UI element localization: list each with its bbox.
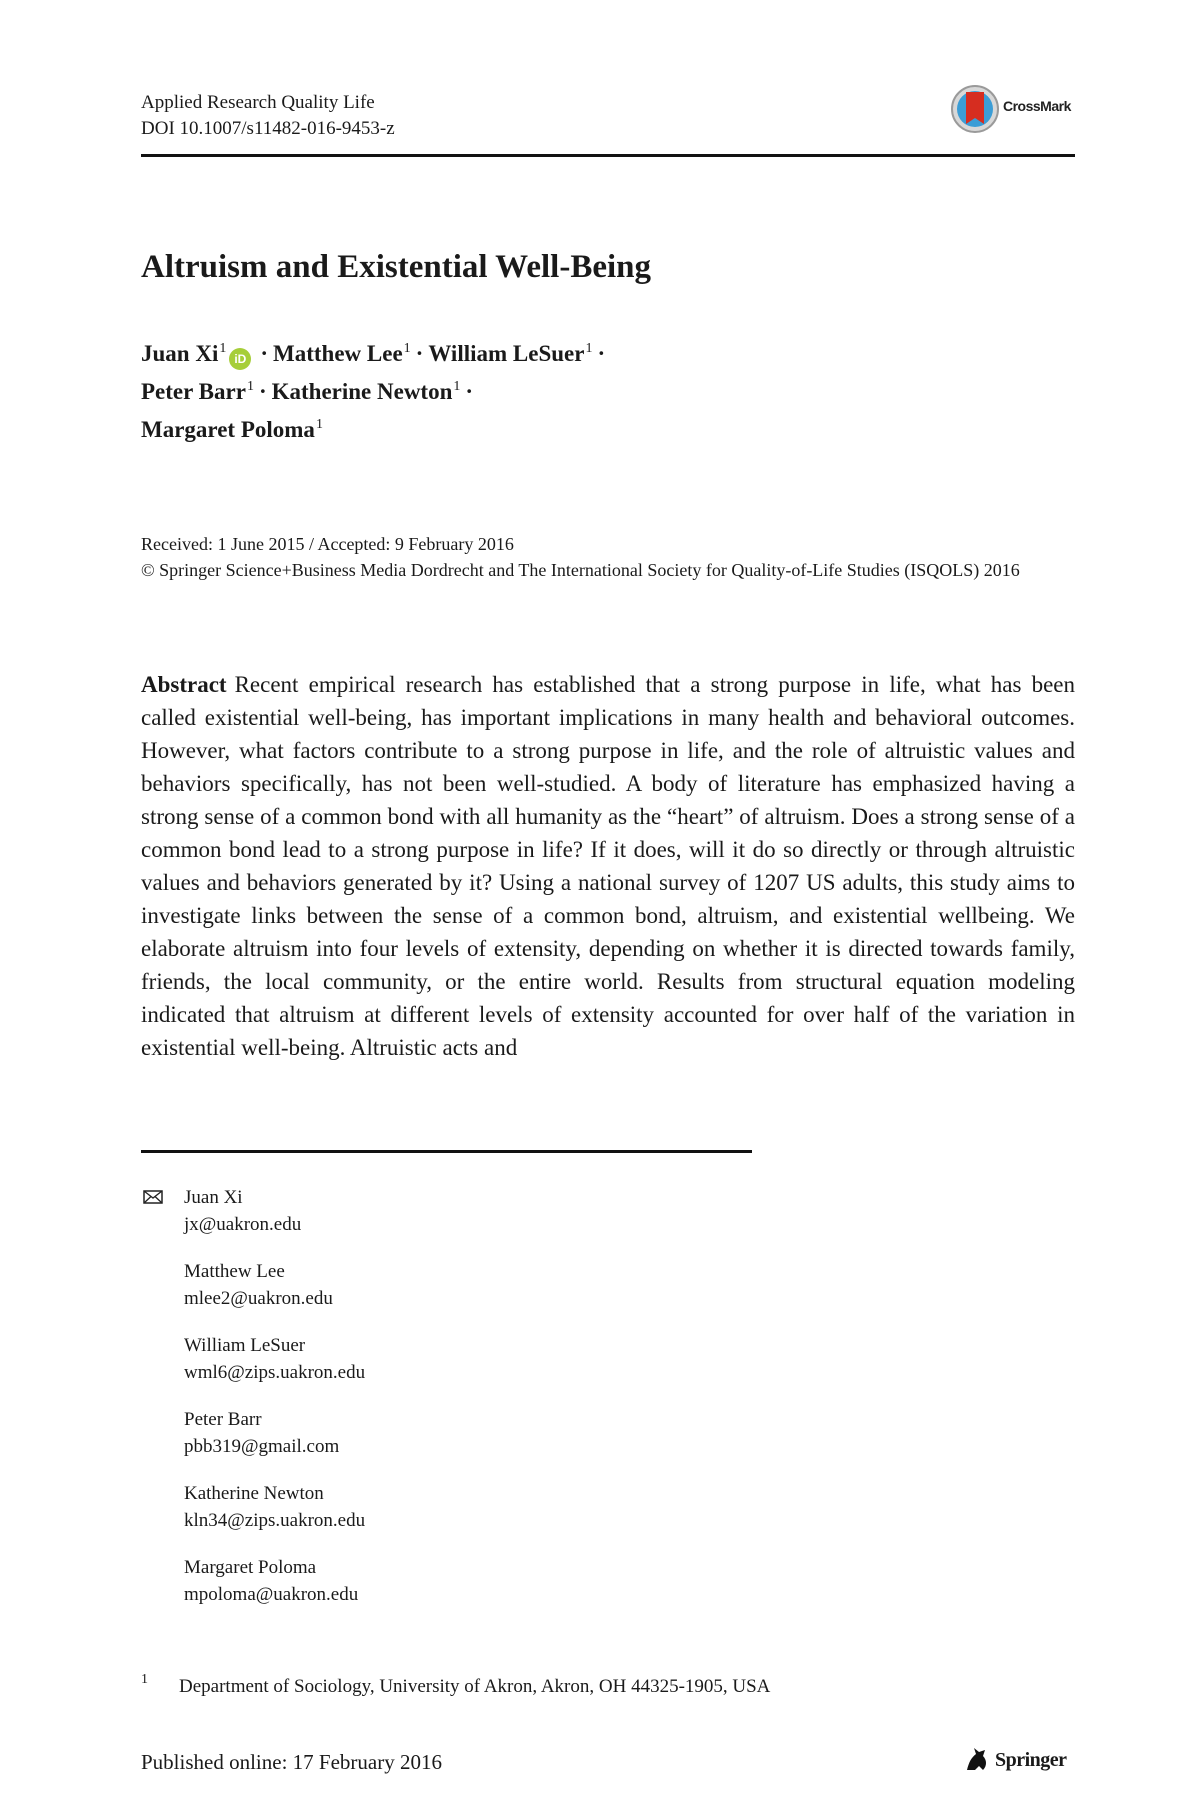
author-name[interactable]: Juan Xi xyxy=(141,341,219,366)
author-separator: · xyxy=(597,341,606,366)
contact-email[interactable]: kln34@zips.uakron.edu xyxy=(184,1510,366,1531)
paper-title: Altruism and Existential Well-Being xyxy=(141,249,652,285)
doi[interactable]: DOI 10.1007/s11482-016-9453-z xyxy=(141,118,395,139)
author-name[interactable]: Margaret Poloma xyxy=(141,417,315,442)
author-affiliation-mark: 1 xyxy=(585,341,593,356)
author-affiliation-mark: 1 xyxy=(219,341,227,356)
author-separator: · xyxy=(465,379,474,404)
crossmark-label: CrossMark xyxy=(1003,98,1071,114)
author-affiliation-mark: 1 xyxy=(315,417,323,432)
springer-horse-icon xyxy=(963,1744,991,1774)
orcid-icon[interactable]: iD xyxy=(229,348,251,370)
contact-name: Juan Xi xyxy=(184,1187,243,1208)
contact-email[interactable]: mpoloma@uakron.edu xyxy=(184,1584,359,1605)
crossmark-badge[interactable] xyxy=(950,84,1074,134)
springer-wordmark: Springer xyxy=(995,1749,1067,1771)
author-separator: · xyxy=(258,379,267,404)
author-name[interactable]: Matthew Lee xyxy=(273,341,403,366)
contact-email[interactable]: mlee2@uakron.edu xyxy=(184,1288,333,1309)
journal-name: Applied Research Quality Life xyxy=(141,92,375,113)
contact-name: Matthew Lee xyxy=(184,1261,285,1282)
author-name[interactable]: Katherine Newton xyxy=(271,379,453,404)
received-accepted-dates: Received: 1 June 2015 / Accepted: 9 February 2016 xyxy=(141,534,514,554)
author-separator: · xyxy=(415,341,424,366)
author-list xyxy=(141,332,1041,446)
published-date: Published online: 17 February 2016 xyxy=(141,1750,442,1774)
author-affiliation-mark: 1 xyxy=(453,379,461,394)
springer-logo[interactable] xyxy=(963,1744,1083,1778)
envelope-icon xyxy=(143,1190,163,1204)
affiliation-number: 1 xyxy=(141,1672,148,1687)
contact-name: Peter Barr xyxy=(184,1409,262,1430)
header-divider xyxy=(141,154,1075,157)
abstract-label: Abstract xyxy=(141,672,227,697)
author-name[interactable]: Peter Barr xyxy=(141,379,246,404)
contact-name: Katherine Newton xyxy=(184,1483,324,1504)
contact-entry xyxy=(141,1480,841,1534)
contact-entry xyxy=(141,1554,841,1608)
affiliation-text: Department of Sociology, University of Akron, Akron, OH 44325-1905, USA xyxy=(179,1676,771,1697)
contact-entry xyxy=(141,1184,841,1238)
copyright-notice: © Springer Science+Business Media Dordrecht and The International Society for Quality-of-Life Studies (ISQOLS) 2016 xyxy=(141,560,1020,580)
author-affiliation-mark: 1 xyxy=(403,341,411,356)
contact-list xyxy=(141,1184,841,1628)
contact-email[interactable]: jx@uakron.edu xyxy=(184,1214,302,1235)
crossmark-icon xyxy=(950,84,1000,134)
author-name[interactable]: William LeSuer xyxy=(428,341,585,366)
abstract xyxy=(141,668,1075,1064)
contact-name: Margaret Poloma xyxy=(184,1557,317,1578)
footnote-divider xyxy=(141,1150,752,1153)
author-affiliation-mark: 1 xyxy=(246,379,254,394)
contact-email[interactable]: wml6@zips.uakron.edu xyxy=(184,1362,366,1383)
contact-entry xyxy=(141,1258,841,1312)
author-separator: · xyxy=(260,341,269,366)
contact-email[interactable]: pbb319@gmail.com xyxy=(184,1436,340,1457)
abstract-text: Recent empirical research has established that a strong purpose in life, what has been called existential well-being, has important implications in many health and behavioral outcomes. However, what factors contribute to a strong purpose in life, and the role of altruistic values and behaviors specifically, has not been well-studied. A body of literature has emphasized having a strong sense of a common bond with all humanity as the “heart” of altruism. Does a strong sense of a common bond lead to a strong purpose in life? If it does, will it do so directly or through altruistic values and behaviors generated by it? Using a national survey of 1207 US adults, this study aims to investigate links between the sense of a common bond, altruism, and existential wellbeing. We elaborate altruism into four levels of extensity, depending on whether it is directed towards family, friends, the local community, or the entire world. Results from structural equation modeling indicated that altruism at different levels of extensity accounted for over half of the variation in existential well-being. Altruistic acts and xyxy=(141,672,1075,1060)
contact-name: William LeSuer xyxy=(184,1335,306,1356)
contact-entry xyxy=(141,1406,841,1460)
contact-entry xyxy=(141,1332,841,1386)
